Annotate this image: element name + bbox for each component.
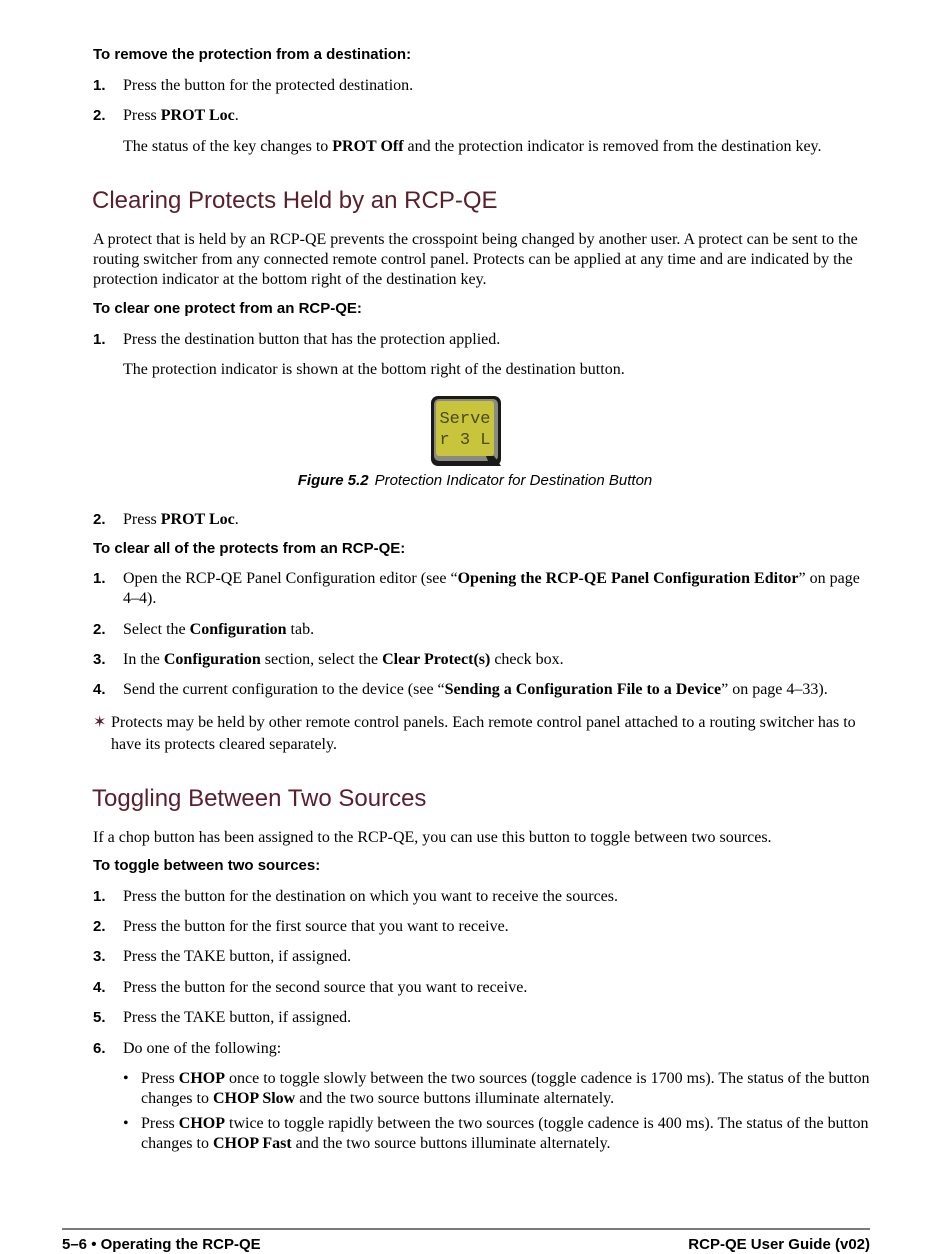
step-text: Press PROT Loc.: [123, 511, 239, 528]
figure-caption-text: Protection Indicator for Destination Button: [374, 472, 653, 489]
step-number: 3.: [93, 948, 106, 965]
key-name: PROT Loc: [160, 107, 235, 124]
paragraph-clearing-intro: A protect that is held by an RCP-QE prevents the crosspoint being changed by another user. A protect can be sent to the routing switcher from any connected remote control panel. Protects can be applied at any time and are indicated by the protection indicator at the bottom right of the destination key.: [93, 231, 858, 288]
step-number: 6.: [93, 1040, 106, 1057]
bullet-text: Press CHOP once to toggle slowly between the two sources (toggle cadence is 1700 ms). The status of the button changes to CHOP Slow and the two source buttons illuminate alternately.: [141, 1070, 870, 1107]
step-number: 4.: [93, 681, 106, 698]
status-name: CHOP Slow: [212, 1090, 296, 1107]
key-label-line-2: r 3 L: [439, 431, 491, 450]
step-text: Press the TAKE button, if assigned.: [123, 1009, 352, 1026]
key-name: CHOP: [178, 1070, 225, 1087]
bullet-marker: •: [123, 1070, 129, 1087]
key-name: CHOP: [178, 1115, 225, 1132]
status-name: CHOP Fast: [212, 1135, 292, 1152]
step-number: 2.: [93, 918, 106, 935]
step-number: 4.: [93, 979, 106, 996]
step-number: 2.: [93, 107, 106, 124]
bullet-marker: •: [123, 1115, 129, 1132]
step-number: 1.: [93, 570, 106, 587]
step-number: 5.: [93, 1009, 106, 1026]
footer-page-label: 5–6 • Operating the RCP-QE: [62, 1236, 261, 1253]
protection-indicator-key-icon: [430, 395, 502, 467]
step-text: In the Configuration section, select the Clear Protect(s) check box.: [123, 651, 564, 668]
note-text: Protects may be held by other remote control panels. Each remote control panel attached to a routing switcher has to have its protects cleared separately.: [111, 714, 856, 753]
step-number: 3.: [93, 651, 106, 668]
step-number: 1.: [93, 77, 106, 94]
step-text: Press the TAKE button, if assigned.: [123, 948, 352, 965]
figure-label: Figure 5.2: [297, 472, 369, 489]
step-number: 1.: [93, 331, 106, 348]
destination-key-figure: [430, 395, 502, 467]
section-title-clearing: Clearing Protects Held by an RCP-QE: [92, 187, 498, 214]
tab-name: Configuration: [189, 621, 287, 638]
section-name: Configuration: [163, 651, 261, 668]
step-text: Select the Configuration tab.: [123, 621, 315, 638]
step-text: Do one of the following:: [123, 1040, 282, 1057]
footer-rule: [62, 1228, 870, 1230]
status-name: PROT Off: [332, 138, 404, 155]
procedure-heading-remove: To remove the protection from a destination:: [93, 46, 412, 63]
cross-reference: Sending a Configuration File to a Device: [444, 681, 722, 698]
key-name: PROT Loc: [160, 511, 235, 528]
footer-guide-title: RCP-QE User Guide (v02): [688, 1236, 870, 1253]
step-clear-one-1-note: The protection indicator is shown at the bottom right of the destination button.: [123, 361, 625, 378]
step-text: Press the button for the first source that you want to receive.: [123, 918, 509, 935]
procedure-heading-toggle: To toggle between two sources:: [93, 857, 321, 874]
step-text: Press the button for the second source that you want to receive.: [123, 979, 528, 996]
step-number: 2.: [93, 621, 106, 638]
paragraph-toggling-intro: If a chop button has been assigned to the RCP-QE, you can use this button to toggle between two sources.: [93, 829, 772, 846]
key-label-line-1: Serve: [439, 410, 491, 429]
step-number: 1.: [93, 888, 106, 905]
step-text: Send the current configuration to the device (see “Sending a Configuration File to a Device” on page 4–33).: [123, 681, 828, 698]
step-number: 2.: [93, 511, 106, 528]
step-text: Press PROT Loc.: [123, 107, 239, 124]
checkbox-name: Clear Protect(s): [382, 651, 491, 668]
procedure-heading-clear-one: To clear one protect from an RCP-QE:: [93, 300, 362, 317]
step-text: Press the destination button that has the protection applied.: [123, 331, 501, 348]
figure-caption: [0, 472, 950, 489]
bullet-text: Press CHOP twice to toggle rapidly between the two sources (toggle cadence is 400 ms). The status of the button changes to CHOP Fast and the two source buttons illuminate alternately.: [141, 1115, 869, 1152]
note-star-icon: ✶: [93, 714, 107, 731]
section-title-toggling: Toggling Between Two Sources: [92, 785, 427, 812]
step-text: Press the button for the destination on which you want to receive the sources.: [123, 888, 618, 905]
procedure-heading-clear-all: To clear all of the protects from an RCP-QE:: [93, 540, 406, 557]
step-text: Press the button for the protected destination.: [123, 77, 414, 94]
cross-reference: Opening the RCP-QE Panel Configuration Editor: [457, 570, 799, 587]
step-text: Open the RCP-QE Panel Configuration editor (see “Opening the RCP-QE Panel Configuration Editor” on page 4–4).: [123, 570, 860, 607]
step-remove-2-result: The status of the key changes to PROT Off and the protection indicator is removed from the destination key.: [123, 138, 822, 155]
